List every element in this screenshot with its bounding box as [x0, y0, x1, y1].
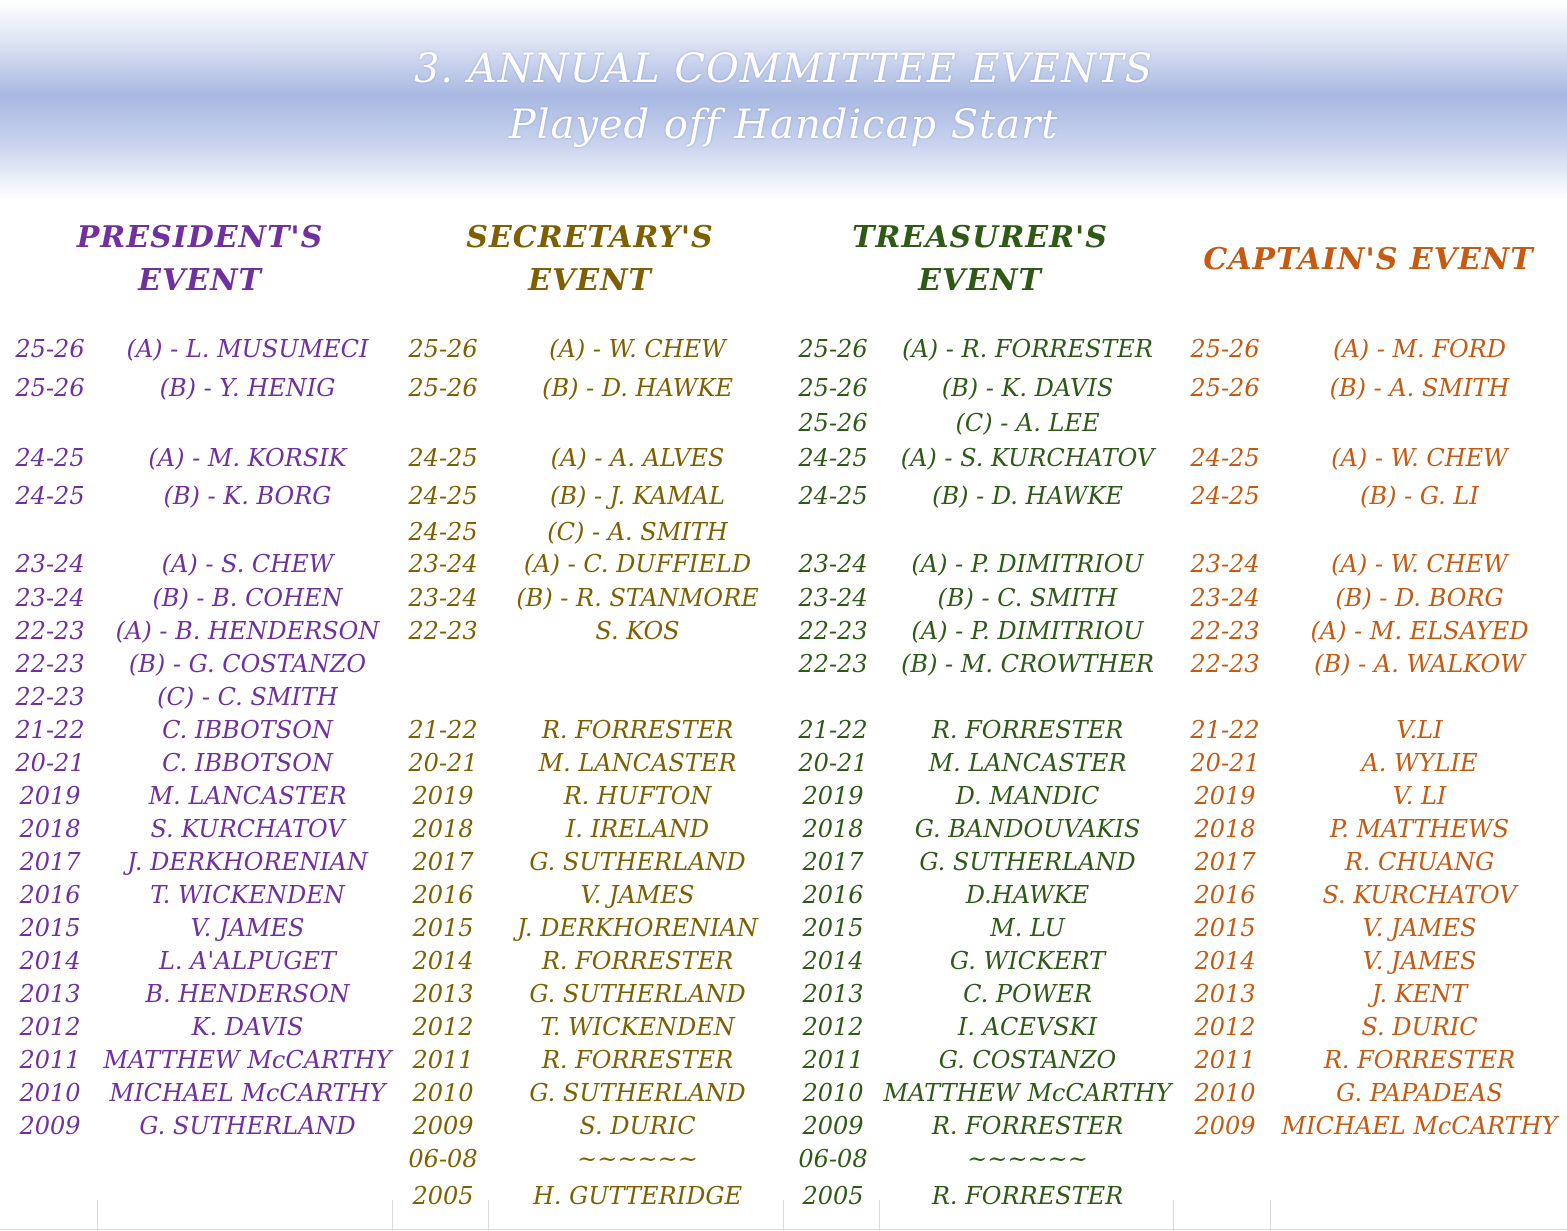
president-year: 2017	[19, 848, 81, 876]
treasurer-winner: M. LU	[990, 914, 1065, 942]
president-year: 25-26	[15, 374, 85, 402]
treasurer-heading-line: EVENT	[918, 263, 1042, 298]
captain-winner: R. CHUANG	[1344, 848, 1495, 876]
treasurer-winner: G. WICKERT	[949, 947, 1106, 975]
captain-heading-line: CAPTAIN'S EVENT	[1203, 242, 1534, 277]
treasurer-event-heading	[780, 216, 1180, 302]
secretary-winner: T. WICKENDEN	[540, 1013, 735, 1041]
president-winner: S. KURCHATOV	[150, 815, 345, 843]
grid-divider	[488, 1200, 489, 1231]
captain-year: 2013	[1194, 980, 1256, 1008]
treasurer-winner: D. MANDIC	[955, 782, 1100, 810]
president-year: 24-25	[15, 482, 85, 510]
treasurer-year: 23-24	[798, 584, 868, 612]
secretary-winner: I. IRELAND	[565, 815, 710, 843]
treasurer-winner: R. FORRESTER	[931, 1182, 1124, 1210]
treasurer-winner: (B) - D. HAWKE	[932, 482, 1123, 510]
president-year: 2010	[19, 1079, 81, 1107]
secretary-year: 2010	[412, 1079, 474, 1107]
secretary-winner: R. FORRESTER	[541, 716, 734, 744]
captain-winner: R. FORRESTER	[1323, 1046, 1516, 1074]
treasurer-winner: R. FORRESTER	[931, 716, 1124, 744]
treasurer-year: 24-25	[798, 444, 868, 472]
secretary-winner: G. SUTHERLAND	[529, 848, 746, 876]
page-title: 3. ANNUAL COMMITTEE EVENTS	[413, 46, 1154, 92]
secretary-year: 22-23	[408, 617, 478, 645]
president-heading-line: EVENT	[138, 263, 262, 298]
captain-winner: S. KURCHATOV	[1322, 881, 1517, 909]
president-winner: (B) - K. BORG	[163, 482, 332, 510]
treasurer-winner: (A) - P. DIMITRIOU	[911, 550, 1144, 578]
captain-winner: V. JAMES	[1362, 914, 1477, 942]
president-year: 23-24	[15, 550, 85, 578]
treasurer-year: 2005	[802, 1182, 864, 1210]
president-winner: (A) - S. CHEW	[161, 550, 334, 578]
president-event-heading	[0, 216, 400, 302]
treasurer-winner: ~~~~~~	[967, 1145, 1088, 1173]
president-year: 2019	[19, 782, 81, 810]
president-year: 2014	[19, 947, 81, 975]
president-winner: C. IBBOTSON	[162, 716, 333, 744]
captain-winner: (A) - W. CHEW	[1331, 550, 1508, 578]
president-year: 2012	[19, 1013, 81, 1041]
treasurer-winner: (A) - R. FORRESTER	[902, 335, 1153, 363]
secretary-winner: (B) - R. STANMORE	[516, 584, 759, 612]
president-winner: (B) - B. COHEN	[152, 584, 343, 612]
president-year: 2016	[19, 881, 81, 909]
president-year: 23-24	[15, 584, 85, 612]
president-year: 25-26	[15, 335, 85, 363]
captain-winner: (B) - A. SMITH	[1329, 374, 1510, 402]
secretary-year: 24-25	[408, 518, 478, 546]
treasurer-winner: M. LANCASTER	[928, 749, 1127, 777]
captain-winner: S. DURIC	[1361, 1013, 1478, 1041]
captain-winner: A. WYLIE	[1361, 749, 1478, 777]
president-winner: (A) - L. MUSUMECI	[126, 335, 369, 363]
secretary-heading-line: SECRETARY'S	[466, 220, 714, 255]
secretary-year: 2012	[412, 1013, 474, 1041]
secretary-year: 2017	[412, 848, 474, 876]
captain-winner: (A) - W. CHEW	[1331, 444, 1508, 472]
grid-divider	[392, 1200, 393, 1231]
captain-year: 2012	[1194, 1013, 1256, 1041]
secretary-year: 2005	[412, 1182, 474, 1210]
secretary-year: 23-24	[408, 584, 478, 612]
secretary-winner: G. SUTHERLAND	[529, 1079, 746, 1107]
president-winner: (B) - G. COSTANZO	[128, 650, 367, 678]
captain-winner: (A) - M. ELSAYED	[1310, 617, 1529, 645]
president-year: 22-23	[15, 617, 85, 645]
secretary-winner: (C) - A. SMITH	[547, 518, 728, 546]
president-winner: K. DAVIS	[191, 1013, 304, 1041]
secretary-year: 2019	[412, 782, 474, 810]
captain-year: 2009	[1194, 1112, 1256, 1140]
title-banner	[0, 0, 1567, 200]
secretary-year: 20-21	[408, 749, 478, 777]
treasurer-year: 25-26	[798, 335, 868, 363]
grid-divider	[783, 1200, 784, 1231]
treasurer-year: 2011	[802, 1046, 864, 1074]
treasurer-winner: R. FORRESTER	[931, 1112, 1124, 1140]
captain-year: 24-25	[1190, 482, 1260, 510]
captain-year: 24-25	[1190, 444, 1260, 472]
secretary-year: 25-26	[408, 374, 478, 402]
secretary-event-heading	[390, 216, 790, 302]
treasurer-year: 22-23	[798, 650, 868, 678]
treasurer-year: 2009	[802, 1112, 864, 1140]
president-winner: T. WICKENDEN	[150, 881, 345, 909]
treasurer-winner: (B) - C. SMITH	[937, 584, 1118, 612]
president-winner: (A) - B. HENDERSON	[115, 617, 380, 645]
treasurer-year: 23-24	[798, 550, 868, 578]
secretary-winner: R. FORRESTER	[541, 947, 734, 975]
captain-year: 25-26	[1190, 335, 1260, 363]
secretary-year: 2018	[412, 815, 474, 843]
treasurer-year: 20-21	[798, 749, 868, 777]
secretary-year: 24-25	[408, 482, 478, 510]
treasurer-winner: C. POWER	[963, 980, 1092, 1008]
president-winner: C. IBBOTSON	[162, 749, 333, 777]
secretary-winner: V. JAMES	[580, 881, 695, 909]
secretary-winner: S. DURIC	[579, 1112, 696, 1140]
treasurer-year: 2015	[802, 914, 864, 942]
president-winner: (C) - C. SMITH	[157, 683, 338, 711]
captain-year: 2016	[1194, 881, 1256, 909]
captain-winner: V. JAMES	[1362, 947, 1477, 975]
captain-year: 2017	[1194, 848, 1256, 876]
grid-baseline	[0, 1229, 1567, 1230]
captain-year: 2015	[1194, 914, 1256, 942]
secretary-winner: (A) - W. CHEW	[549, 335, 726, 363]
secretary-winner: ~~~~~~	[577, 1145, 698, 1173]
president-year: 20-21	[15, 749, 85, 777]
captain-year: 2018	[1194, 815, 1256, 843]
treasurer-year: 2016	[802, 881, 864, 909]
secretary-year: 24-25	[408, 444, 478, 472]
treasurer-winner: MATTHEW McCARTHY	[883, 1079, 1172, 1107]
captain-year: 22-23	[1190, 617, 1260, 645]
treasurer-winner: I. ACEVSKI	[957, 1013, 1098, 1041]
secretary-year: 2011	[412, 1046, 474, 1074]
secretary-winner: H. GUTTERIDGE	[532, 1182, 743, 1210]
secretary-winner: (B) - J. KAMAL	[550, 482, 725, 510]
treasurer-winner: D.HAWKE	[965, 881, 1090, 909]
treasurer-year: 2014	[802, 947, 864, 975]
captain-winner: (B) - G. LI	[1360, 482, 1479, 510]
treasurer-winner: (A) - S. KURCHATOV	[900, 444, 1155, 472]
secretary-winner: G. SUTHERLAND	[529, 980, 746, 1008]
secretary-heading-line: EVENT	[528, 263, 652, 298]
president-winner: G. SUTHERLAND	[139, 1112, 356, 1140]
treasurer-year: 2019	[802, 782, 864, 810]
treasurer-year: 24-25	[798, 482, 868, 510]
grid-divider	[1173, 1200, 1174, 1231]
secretary-winner: S. KOS	[595, 617, 680, 645]
treasurer-heading-line: TREASURER'S	[852, 220, 1108, 255]
captain-winner: G. PAPADEAS	[1336, 1079, 1503, 1107]
captain-winner: (A) - M. FORD	[1333, 335, 1506, 363]
president-winner: B. HENDERSON	[145, 980, 350, 1008]
secretary-winner: (B) - D. HAWKE	[542, 374, 733, 402]
treasurer-year: 06-08	[798, 1145, 868, 1173]
captain-year: 2010	[1194, 1079, 1256, 1107]
secretary-winner: R. FORRESTER	[541, 1046, 734, 1074]
captain-year: 2019	[1194, 782, 1256, 810]
treasurer-winner: G. BANDOUVAKIS	[914, 815, 1141, 843]
treasurer-year: 2013	[802, 980, 864, 1008]
captain-year: 22-23	[1190, 650, 1260, 678]
captain-winner: (B) - D. BORG	[1335, 584, 1504, 612]
president-winner: MICHAEL McCARTHY	[109, 1079, 386, 1107]
treasurer-winner: (A) - P. DIMITRIOU	[911, 617, 1144, 645]
treasurer-winner: G. SUTHERLAND	[919, 848, 1136, 876]
captain-winner: P. MATTHEWS	[1329, 815, 1510, 843]
secretary-winner: (A) - C. DUFFIELD	[523, 550, 752, 578]
president-year: 2011	[19, 1046, 81, 1074]
secretary-year: 2009	[412, 1112, 474, 1140]
treasurer-year: 25-26	[798, 374, 868, 402]
treasurer-winner: G. COSTANZO	[938, 1046, 1117, 1074]
president-year: 22-23	[15, 650, 85, 678]
page-subtitle: Played off Handicap Start	[508, 102, 1059, 148]
president-winner: V. JAMES	[190, 914, 305, 942]
president-year: 24-25	[15, 444, 85, 472]
captain-year: 2014	[1194, 947, 1256, 975]
captain-winner: V. LI	[1392, 782, 1447, 810]
grid-divider	[1270, 1200, 1271, 1231]
president-winner: J. DERKHORENIAN	[127, 848, 368, 876]
captain-event-heading	[1170, 238, 1567, 281]
president-year: 2015	[19, 914, 81, 942]
treasurer-year: 2012	[802, 1013, 864, 1041]
president-heading-line: PRESIDENT'S	[76, 220, 324, 255]
secretary-year: 2014	[412, 947, 474, 975]
secretary-winner: (A) - A. ALVES	[550, 444, 725, 472]
secretary-winner: R. HUFTON	[563, 782, 712, 810]
treasurer-year: 2017	[802, 848, 864, 876]
secretary-year: 2013	[412, 980, 474, 1008]
captain-year: 23-24	[1190, 550, 1260, 578]
captain-winner: MICHAEL McCARTHY	[1281, 1112, 1558, 1140]
president-winner: L. A'ALPUGET	[158, 947, 337, 975]
grid-divider	[879, 1200, 880, 1231]
secretary-year: 06-08	[408, 1145, 478, 1173]
treasurer-year: 25-26	[798, 409, 868, 437]
treasurer-winner: (C) - A. LEE	[955, 409, 1100, 437]
secretary-year: 2015	[412, 914, 474, 942]
president-winner: M. LANCASTER	[148, 782, 347, 810]
president-year: 2009	[19, 1112, 81, 1140]
president-year: 22-23	[15, 683, 85, 711]
secretary-winner: J. DERKHORENIAN	[517, 914, 758, 942]
captain-year: 23-24	[1190, 584, 1260, 612]
president-winner: (A) - M. KORSIK	[148, 444, 347, 472]
treasurer-winner: (B) - K. DAVIS	[941, 374, 1114, 402]
president-year: 2018	[19, 815, 81, 843]
treasurer-year: 21-22	[798, 716, 868, 744]
captain-winner: (B) - A. WALKOW	[1314, 650, 1525, 678]
treasurer-year: 2018	[802, 815, 864, 843]
treasurer-year: 2010	[802, 1079, 864, 1107]
secretary-winner: M. LANCASTER	[538, 749, 737, 777]
treasurer-winner: (B) - M. CROWTHER	[901, 650, 1154, 678]
grid-divider	[97, 1200, 98, 1231]
treasurer-year: 22-23	[798, 617, 868, 645]
president-winner: (B) - Y. HENIG	[159, 374, 336, 402]
captain-winner: J. KENT	[1371, 980, 1468, 1008]
secretary-year: 25-26	[408, 335, 478, 363]
secretary-year: 23-24	[408, 550, 478, 578]
secretary-year: 21-22	[408, 716, 478, 744]
captain-year: 21-22	[1190, 716, 1260, 744]
secretary-year: 2016	[412, 881, 474, 909]
captain-year: 2011	[1194, 1046, 1256, 1074]
captain-winner: V.LI	[1396, 716, 1443, 744]
captain-year: 20-21	[1190, 749, 1260, 777]
president-winner: MATTHEW McCARTHY	[103, 1046, 392, 1074]
captain-year: 25-26	[1190, 374, 1260, 402]
president-year: 2013	[19, 980, 81, 1008]
president-year: 21-22	[15, 716, 85, 744]
